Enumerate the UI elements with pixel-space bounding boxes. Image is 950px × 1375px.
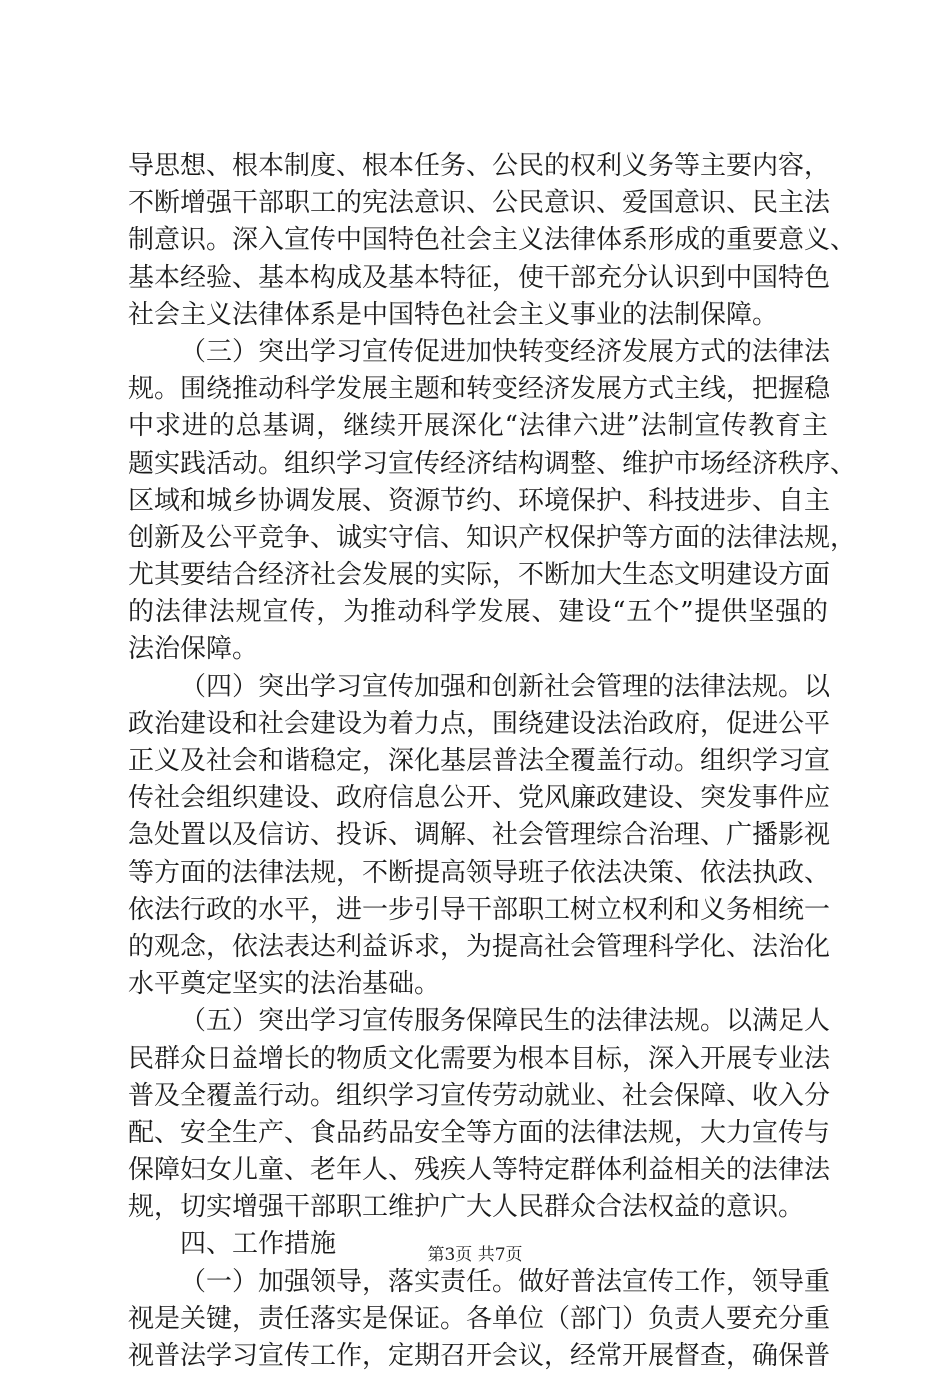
text-line: 尤其要结合经济社会发展的实际，不断加大生态文明建设方面 bbox=[128, 560, 831, 591]
text-line: 水平奠定坚实的法治基础。 bbox=[128, 969, 441, 1000]
text-line: 民群众日益增长的物质文化需要为根本目标，深入开展专业法 bbox=[128, 1043, 831, 1074]
text-line: 规。围绕推动科学发展主题和转变经济发展方式主线，把握稳 bbox=[128, 374, 831, 405]
paragraph-start-line: （一）加强领导，落实责任。做好普法宣传工作，领导重 bbox=[180, 1266, 831, 1297]
text-line: 视普法学习宣传工作，定期召开会议，经常开展督查，确保普 bbox=[128, 1341, 831, 1371]
text-line: 普及全覆盖行动。组织学习宣传劳动就业、社会保障、收入分 bbox=[128, 1080, 831, 1111]
text-line: 依法行政的水平，进一步引导干部职工树立权利和义务相统一 bbox=[128, 894, 831, 925]
paragraph-start-line: （三）突出学习宣传促进加快转变经济发展方式的法律法 bbox=[180, 336, 831, 367]
text-line: 传社会组织建设、政府信息公开、党风廉政建设、突发事件应 bbox=[128, 783, 831, 814]
text-line: 不断增强干部职工的宪法意识、公民意识、爱国意识、民主法 bbox=[128, 188, 831, 219]
text-line: 法治保障。 bbox=[128, 634, 259, 665]
document-body bbox=[128, 148, 857, 1375]
text-line: 等方面的法律法规，不断提高领导班子依法决策、依法执政、 bbox=[128, 857, 831, 888]
paragraph-start-line: （五）突出学习宣传服务保障民生的法律法规。以满足人 bbox=[180, 1006, 831, 1037]
text-line: 视是关键，责任落实是保证。各单位（部门）负责人要充分重 bbox=[128, 1303, 831, 1334]
text-line: 导思想、根本制度、根本任务、公民的权利义务等主要内容， bbox=[128, 151, 831, 181]
text-line: 政治建设和社会建设为着力点，围绕建设法治政府，促进公平 bbox=[128, 708, 831, 739]
text-line: 社会主义法律体系是中国特色社会主义事业的法制保障。 bbox=[128, 299, 779, 330]
text-line: 的法律法规宣传，为推动科学发展、建设“五个”提供坚强的 bbox=[128, 597, 828, 628]
text-line: 保障妇女儿童、老年人、残疾人等特定群体利益相关的法律法 bbox=[128, 1155, 831, 1186]
page-number-footer: 第3页 共7页 bbox=[427, 1245, 523, 1265]
paragraph-start-line: （四）突出学习宣传加强和创新社会管理的法律法规。以 bbox=[180, 671, 831, 702]
section-heading: 四、工作措施 bbox=[180, 1229, 337, 1260]
text-line: 题实践活动。组织学习宣传经济结构调整、维护市场经济秩序、 bbox=[128, 448, 857, 479]
text-line: 创新及公平竞争、诚实守信、知识产权保护等方面的法律法规， bbox=[128, 522, 857, 553]
text-line: 的观念，依法表达利益诉求，为提高社会管理科学化、法治化 bbox=[128, 931, 831, 962]
text-line: 制意识。深入宣传中国特色社会主义法律体系形成的重要意义、 bbox=[128, 225, 857, 256]
text-line: 急处置以及信访、投诉、调解、社会管理综合治理、广播影视 bbox=[128, 820, 831, 851]
text-line: 中求进的总基调，继续开展深化“法律六进”法制宣传教育主 bbox=[128, 411, 828, 442]
text-line: 规，切实增强干部职工维护广大人民群众合法权益的意识。 bbox=[128, 1192, 805, 1223]
text-line: 配、安全生产、食品药品安全等方面的法律法规，大力宣传与 bbox=[128, 1117, 831, 1148]
text-line: 正义及社会和谐稳定，深化基层普法全覆盖行动。组织学习宣 bbox=[128, 746, 831, 776]
text-line: 基本经验、基本构成及基本特征，使干部充分认识到中国特色 bbox=[128, 262, 831, 293]
text-line: 区域和城乡协调发展、资源节约、环境保护、科技进步、自主 bbox=[128, 485, 831, 516]
